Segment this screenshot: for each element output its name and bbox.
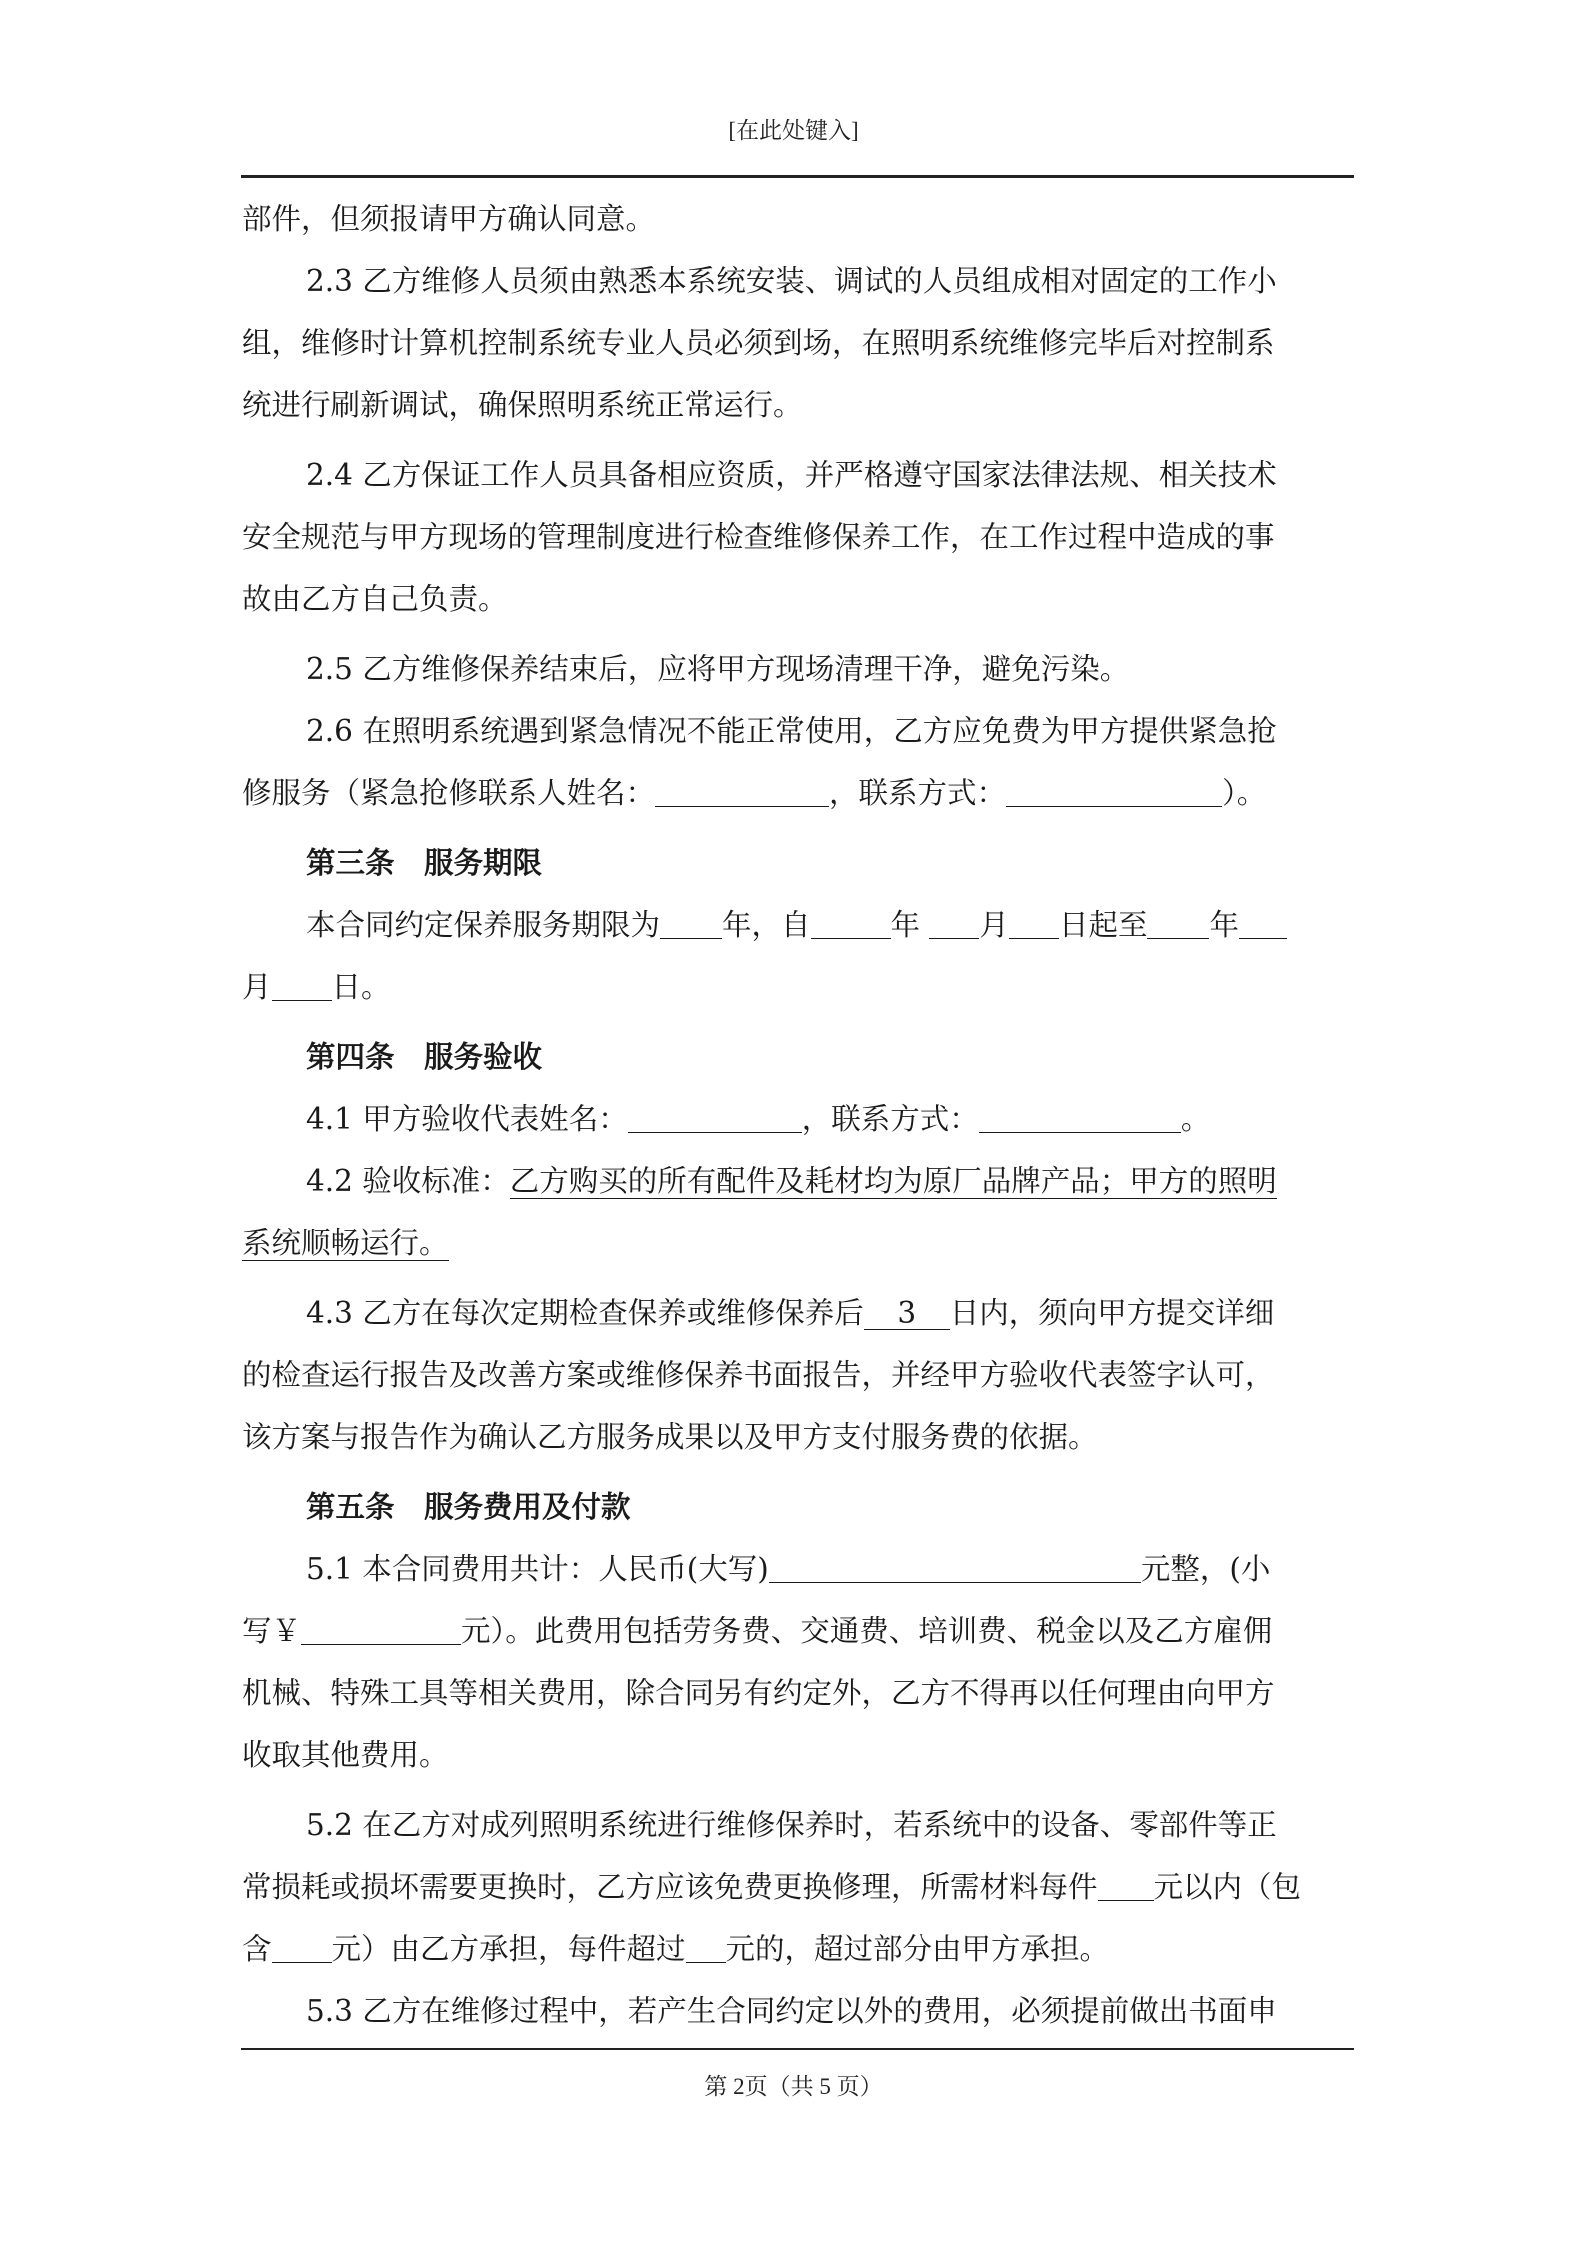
acceptance-standard-text: 乙方购买的所有配件及耗材均为原厂品牌产品；甲方的照明 bbox=[509, 1164, 1277, 1198]
text-segment: 元）由乙方承担，每件超过 bbox=[331, 1932, 686, 1966]
page-header: [在此处键入] bbox=[728, 118, 859, 143]
start-month-blank[interactable] bbox=[929, 910, 979, 939]
text-segment: 日起至 bbox=[1058, 908, 1148, 942]
paragraph-line: 故由乙方自己负责。 bbox=[242, 582, 508, 616]
text-segment: ）。 bbox=[1222, 776, 1267, 810]
text-segment: 修服务（紧急抢修联系人姓名： bbox=[242, 776, 656, 810]
paragraph-line bbox=[242, 1918, 1362, 1980]
text-segment: 日。 bbox=[331, 970, 391, 1004]
report-days-field[interactable]: 3 bbox=[864, 1297, 950, 1330]
end-month-blank[interactable] bbox=[1239, 910, 1287, 939]
term-years-blank[interactable] bbox=[660, 910, 722, 939]
text-segment: 常损耗或损坏需要更换时，乙方应该免费更换修理，所需材料每件 bbox=[242, 1870, 1098, 1904]
paragraph-line bbox=[242, 1600, 1362, 1662]
paragraph-line: 部件，但须报请甲方确认同意。 bbox=[242, 202, 656, 236]
acceptance-rep-name-blank[interactable] bbox=[628, 1104, 802, 1133]
text-segment: 5.1 本合同费用共计：人民币(大写) bbox=[306, 1552, 769, 1586]
service-term-line bbox=[242, 894, 1362, 956]
clause-4-1 bbox=[242, 1088, 1362, 1150]
text-segment: 元以内（包 bbox=[1153, 1870, 1302, 1904]
text-segment: 元）。此费用包括劳务费、交通费、培训费、税金以及乙方雇佣 bbox=[461, 1614, 1273, 1648]
text-segment: 写￥ bbox=[242, 1614, 302, 1648]
included-amount-blank[interactable] bbox=[272, 1934, 332, 1963]
text-segment: 本合同约定保养服务期限为 bbox=[306, 908, 661, 942]
acceptance-rep-phone-blank[interactable] bbox=[979, 1104, 1181, 1133]
clause-5-1 bbox=[242, 1538, 1362, 1600]
header-rule bbox=[241, 175, 1354, 178]
paragraph-line: 安全规范与甲方现场的管理制度进行检查维修保养工作，在工作过程中造成的事 bbox=[242, 520, 1275, 554]
paragraph-line: 该方案与报告作为确认乙方服务成果以及甲方支付服务费的依据。 bbox=[242, 1420, 1098, 1454]
section-heading-5: 第五条 服务费用及付款 bbox=[306, 1489, 631, 1524]
text-segment: ，联系方式： bbox=[801, 1102, 979, 1136]
clause-4-2 bbox=[242, 1150, 1362, 1212]
clause-5-3: 5.3 乙方在维修过程中，若产生合同约定以外的费用，必须提前做出书面申 bbox=[306, 1994, 1277, 2028]
text-segment: 月 bbox=[979, 908, 1009, 942]
emergency-contact-phone-blank[interactable] bbox=[1006, 778, 1222, 807]
amount-numeric-blank[interactable] bbox=[301, 1616, 461, 1645]
material-limit-blank[interactable] bbox=[1098, 1872, 1154, 1901]
text-segment: 4.3 乙方在每次定期检查保养或维修保养后 bbox=[306, 1296, 864, 1330]
text-segment: 年 bbox=[1209, 908, 1239, 942]
paragraph-line: 组，维修时计算机控制系统专业人员必须到场，在照明系统维修完毕后对控制系 bbox=[242, 326, 1275, 360]
clause-2-3: 2.3 乙方维修人员须由熟悉本系统安装、调试的人员组成相对固定的工作小 bbox=[306, 264, 1277, 298]
end-day-blank[interactable] bbox=[272, 972, 332, 1001]
clause-2-6: 2.6 在照明系统遇到紧急情况不能正常使用，乙方应免费为甲方提供紧急抢 bbox=[306, 714, 1277, 748]
section-heading-3: 第三条 服务期限 bbox=[306, 845, 543, 880]
clause-2-4: 2.4 乙方保证工作人员具备相应资质，并严格遵守国家法律法规、相关技术 bbox=[306, 458, 1277, 492]
paragraph-line: 的检查运行报告及改善方案或维修保养书面报告，并经甲方验收代表签字认可， bbox=[242, 1358, 1275, 1392]
clause-5-2: 5.2 在乙方对成列照明系统进行维修保养时，若系统中的设备、零部件等正 bbox=[306, 1808, 1277, 1842]
paragraph-line: 统进行刷新调试，确保照明系统正常运行。 bbox=[242, 388, 803, 422]
excess-amount-blank[interactable] bbox=[686, 1934, 726, 1963]
clause-4-3 bbox=[242, 1282, 1362, 1344]
start-year-blank[interactable] bbox=[811, 910, 891, 939]
section-heading-4: 第四条 服务验收 bbox=[306, 1039, 543, 1074]
paragraph-line bbox=[242, 762, 1362, 824]
text-segment: 4.2 验收标准： bbox=[306, 1164, 510, 1198]
emergency-contact-name-blank[interactable] bbox=[655, 778, 829, 807]
text-segment: 元整，(小 bbox=[1140, 1552, 1271, 1586]
clause-2-5: 2.5 乙方维修保养结束后，应将甲方现场清理干净，避免污染。 bbox=[306, 652, 1130, 686]
text-segment: 元的，超过部分由甲方承担。 bbox=[725, 1932, 1110, 1966]
footer-rule bbox=[241, 2048, 1354, 2050]
amount-uppercase-blank[interactable] bbox=[769, 1554, 1141, 1583]
document-body bbox=[242, 188, 1362, 2042]
page-footer: 第 2页（共 5 页） bbox=[704, 2074, 883, 2099]
end-year-blank[interactable] bbox=[1147, 910, 1209, 939]
start-day-blank[interactable] bbox=[1009, 910, 1059, 939]
text-segment: 4.1 甲方验收代表姓名： bbox=[306, 1102, 628, 1136]
acceptance-standard-text: 系统顺畅运行。 bbox=[242, 1226, 449, 1260]
text-segment: 日内，须向甲方提交详细 bbox=[949, 1296, 1275, 1330]
paragraph-line: 机械、特殊工具等相关费用，除合同另有约定外，乙方不得再以任何理由向甲方 bbox=[242, 1676, 1275, 1710]
text-segment: 年，自 bbox=[722, 908, 811, 942]
text-segment: ，联系方式： bbox=[829, 776, 1007, 810]
text-segment: 。 bbox=[1180, 1102, 1211, 1136]
text-segment: 月 bbox=[242, 970, 272, 1004]
paragraph-line bbox=[242, 956, 1362, 1018]
paragraph-line bbox=[242, 1212, 1362, 1274]
paragraph-line bbox=[242, 1856, 1362, 1918]
text-segment: 年 bbox=[890, 908, 930, 942]
text-segment: 含 bbox=[242, 1932, 272, 1966]
paragraph-line: 收取其他费用。 bbox=[242, 1738, 449, 1772]
